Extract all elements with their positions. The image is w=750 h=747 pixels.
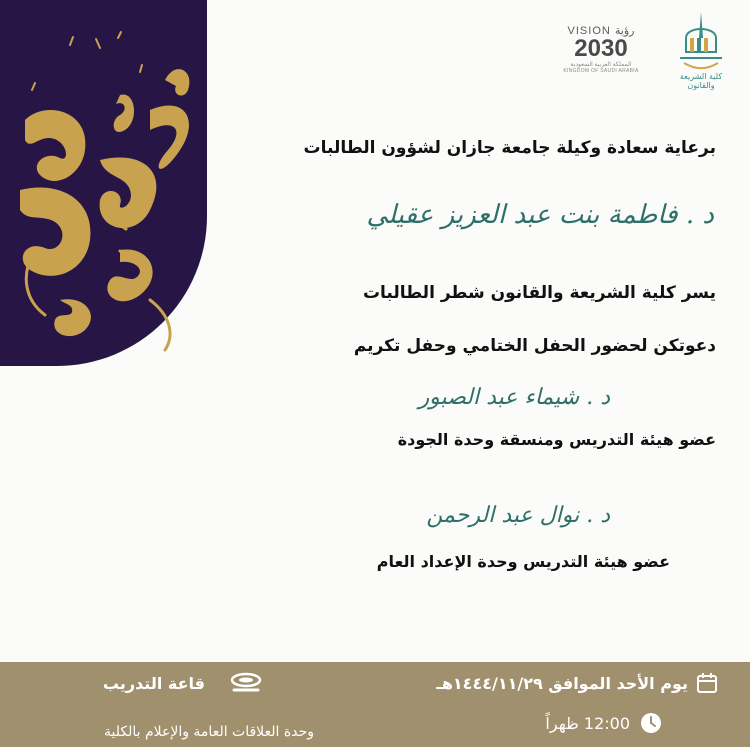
patron-name: د . فاطمة بنت عبد العزيز عقيلي: [366, 200, 714, 230]
vision-arabic: المملكة العربية السعودية: [570, 62, 632, 68]
college-logo-text: كلية الشريعة والقانون: [679, 72, 723, 90]
honoree-2-role: عضو هيئة التدريس وحدة الإعداد العام: [376, 552, 670, 571]
vision-label: VISION رؤية: [567, 25, 635, 37]
event-details-bar: [0, 662, 750, 747]
organizer-line: وحدة العلاقات العامة والإعلام بالكلية: [103, 724, 314, 740]
event-venue: قاعة التدريب: [102, 674, 205, 693]
logo-area: [556, 8, 736, 90]
college-logo: [666, 8, 736, 90]
podium-icon: [228, 672, 264, 700]
event-date: يوم الأحد الموافق ١٤٤٤/١١/٢٩هـ: [436, 674, 688, 693]
calendar-icon: [696, 672, 718, 698]
honoree-1-name: د . شيماء عبد الصبور: [418, 385, 610, 410]
honoree-1-role: عضو هيئة التدريس ومنسقة وحدة الجودة: [397, 430, 716, 449]
college-emblem-icon: [666, 8, 736, 74]
vision-year: 2030: [574, 35, 628, 62]
vision-2030-logo: [556, 24, 646, 74]
clock-icon: [640, 712, 662, 738]
patronage-line: برعاية سعادة وكيلة جامعة جازان لشؤون الطالبات: [303, 138, 716, 158]
vision-english: KINGDOM OF SAUDI ARABIA: [563, 68, 639, 74]
invite-line-2: دعوتكن لحضور الحفل الختامي وحفل تكريم: [353, 336, 716, 356]
honoree-2-name: د . نوال عبد الرحمن: [426, 503, 610, 528]
event-time: 12:00 ظهراً: [545, 714, 630, 733]
title-panel: [0, 0, 207, 366]
invite-line-1: يسر كلية الشريعة والقانون شطر الطالبات: [362, 283, 716, 303]
